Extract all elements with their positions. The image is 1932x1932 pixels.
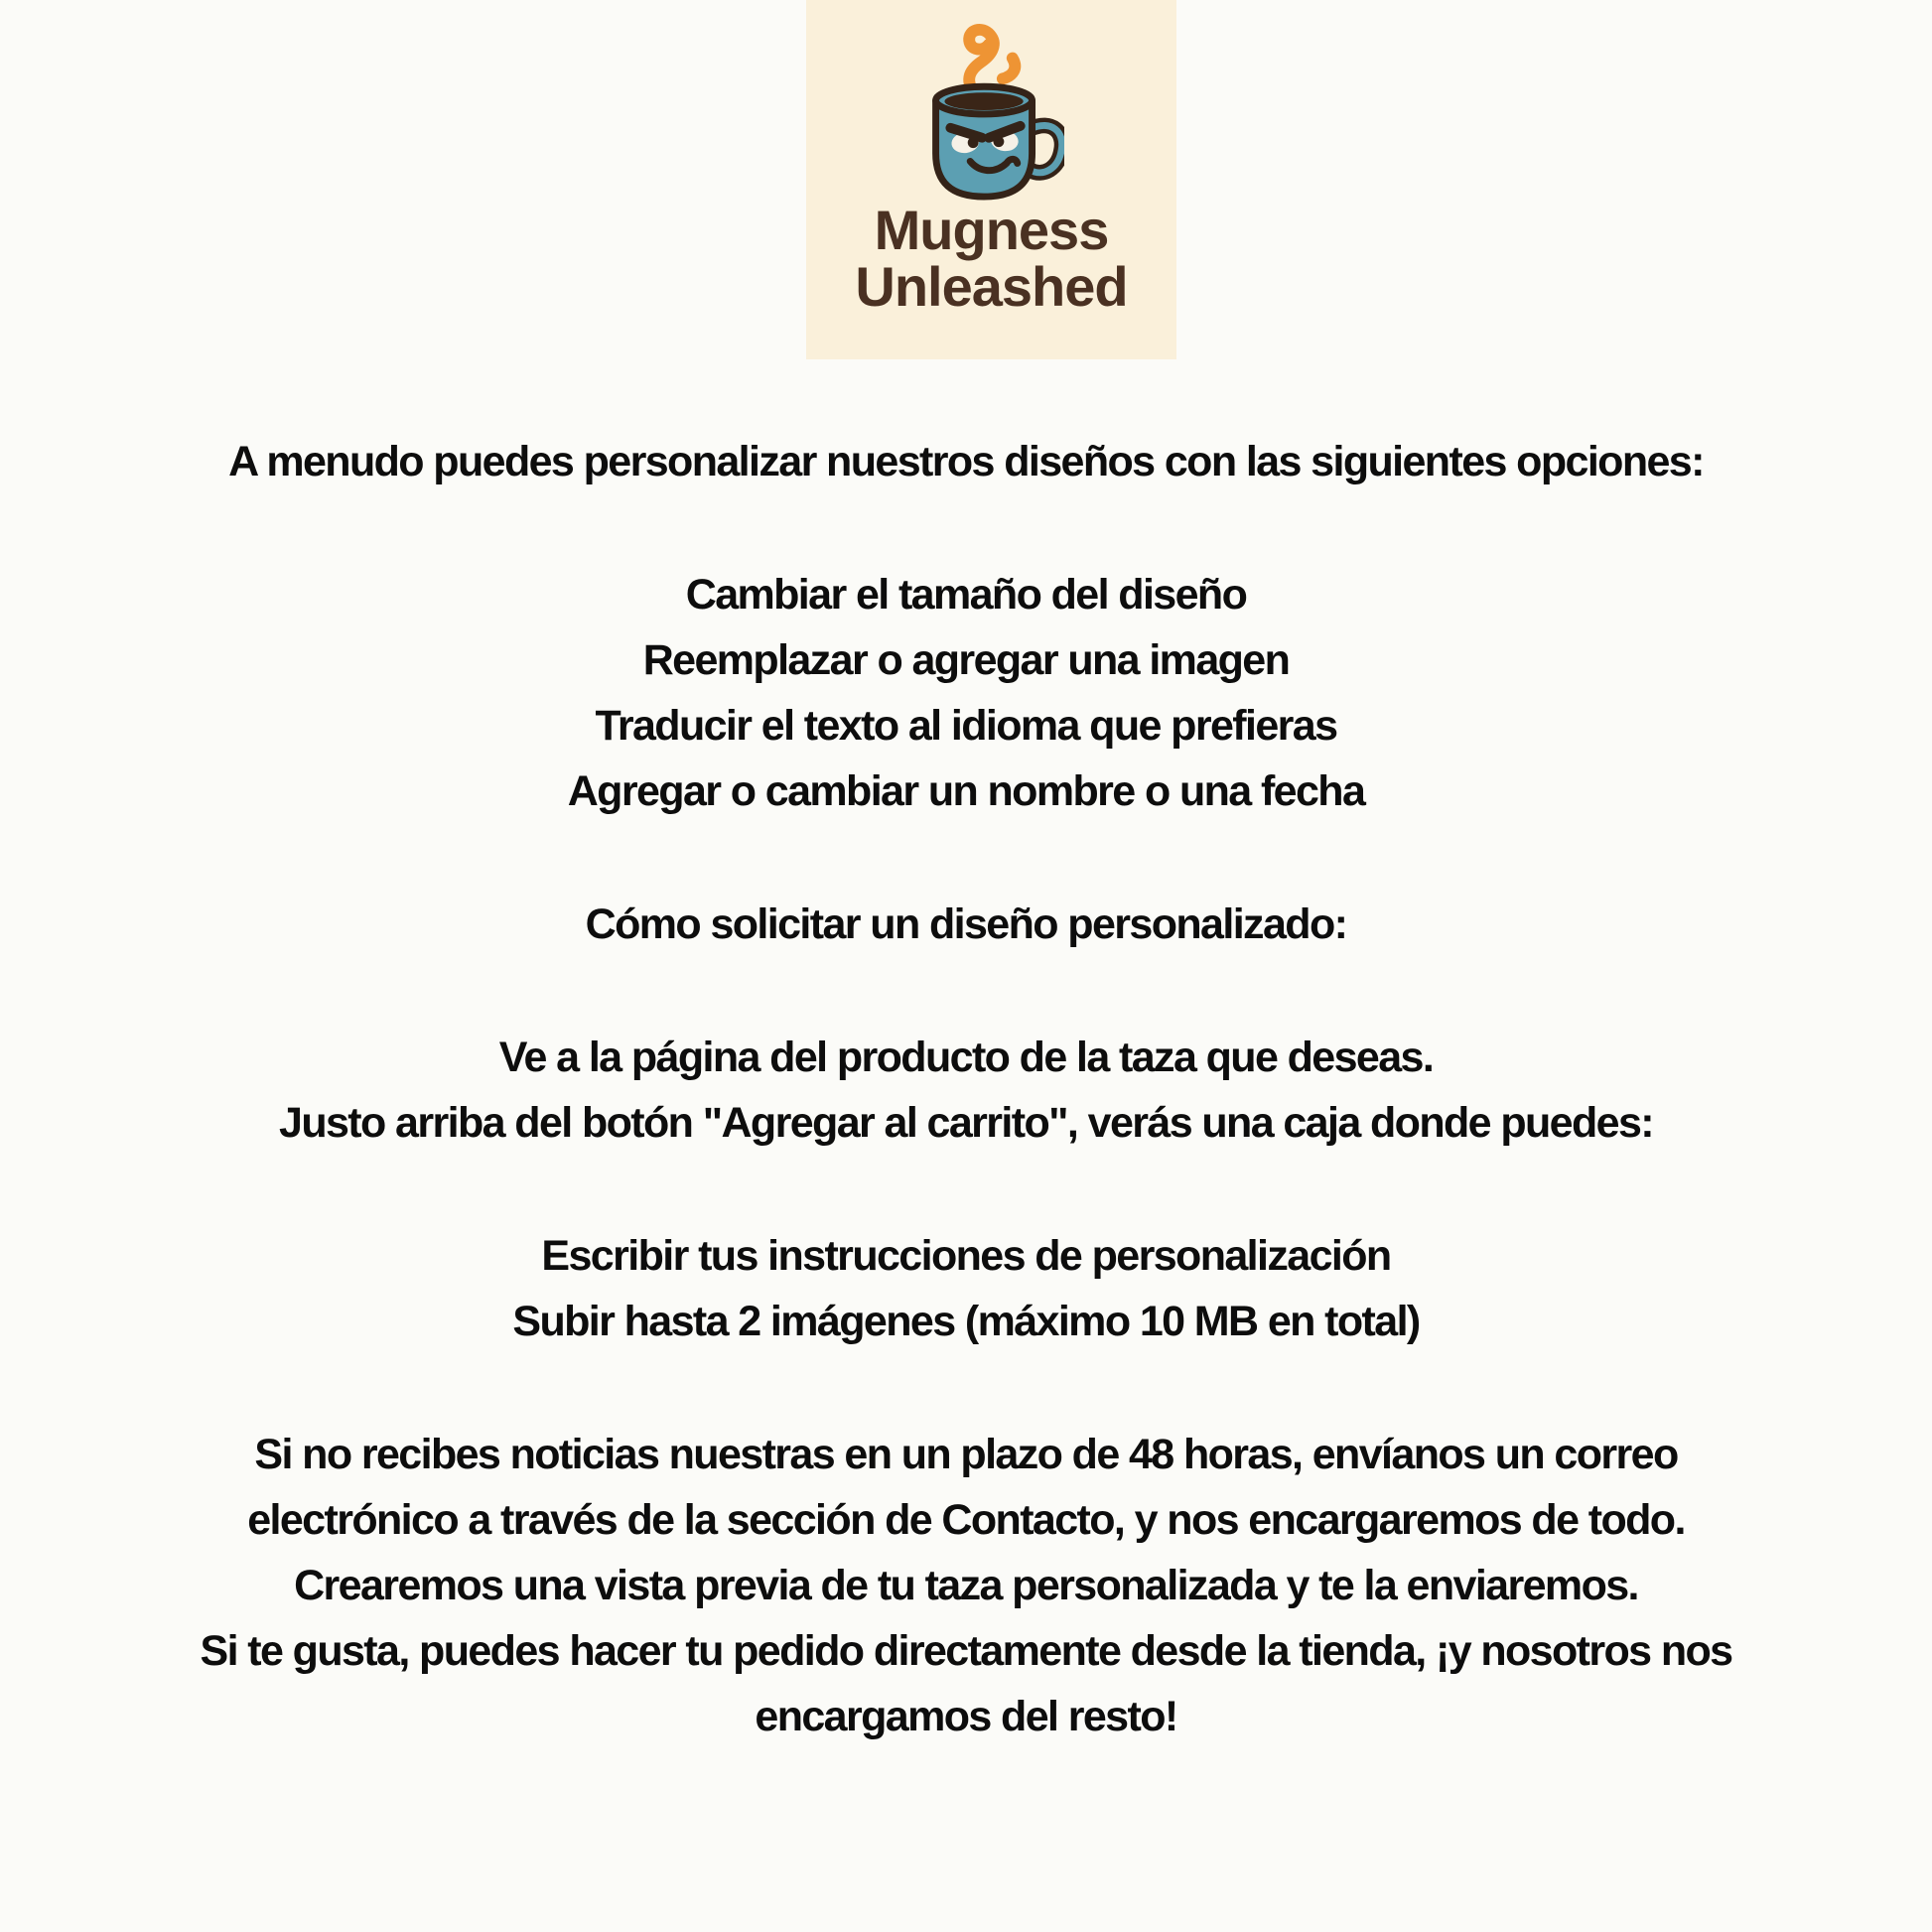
how-to-heading-line: Cómo solicitar un diseño personalizado: <box>585 900 1347 948</box>
box-action-line: Escribir tus instrucciones de personalización <box>541 1232 1391 1280</box>
brand-line-1: Mugness <box>874 199 1109 261</box>
box-action-line: Subir hasta 2 imágenes (máximo 10 MB en total) <box>512 1298 1420 1345</box>
closing-paragraph <box>0 1422 1932 1749</box>
closing-line: Si te gusta, puedes hacer tu pedido directamente desde la tienda, ¡y nosotros nos <box>200 1627 1732 1675</box>
flyer-text <box>0 429 1932 1817</box>
smirking-coffee-mug-with-steam-icon <box>915 16 1064 205</box>
closing-line: Crearemos una vista previa de tu taza personalizada y te la enviaremos. <box>294 1562 1638 1609</box>
closing-line: Si no recibes noticias nuestras en un plazo de 48 horas, envíanos un correo <box>254 1431 1678 1478</box>
intro-line: A menudo puedes personalizar nuestros diseños con las siguientes opciones: <box>228 438 1704 485</box>
coffee-surface <box>944 92 1023 110</box>
brand-name <box>806 199 1176 318</box>
customization-options-list <box>0 562 1932 824</box>
option-item: Traducir el texto al idioma que prefieras <box>595 702 1337 750</box>
step-line: Ve a la página del producto de la taza que deseas. <box>498 1034 1434 1081</box>
option-item: Agregar o cambiar un nombre o una fecha <box>567 767 1365 815</box>
closing-line: encargamos del resto! <box>755 1693 1177 1740</box>
step-line: Justo arriba del botón "Agregar al carrito", verás una caja donde puedes: <box>279 1099 1653 1147</box>
steps-paragraph <box>0 1025 1932 1156</box>
option-item: Cambiar el tamaño del diseño <box>685 571 1247 619</box>
option-item: Reemplazar o agregar una imagen <box>642 636 1290 684</box>
brand-line-2: Unleashed <box>855 255 1128 318</box>
intro-paragraph <box>0 429 1932 494</box>
closing-line: electrónico a través de la sección de Contacto, y nos encargaremos de todo. <box>247 1496 1685 1544</box>
box-actions-paragraph <box>0 1223 1932 1354</box>
how-to-heading <box>0 892 1932 957</box>
brand-logo <box>806 0 1176 359</box>
